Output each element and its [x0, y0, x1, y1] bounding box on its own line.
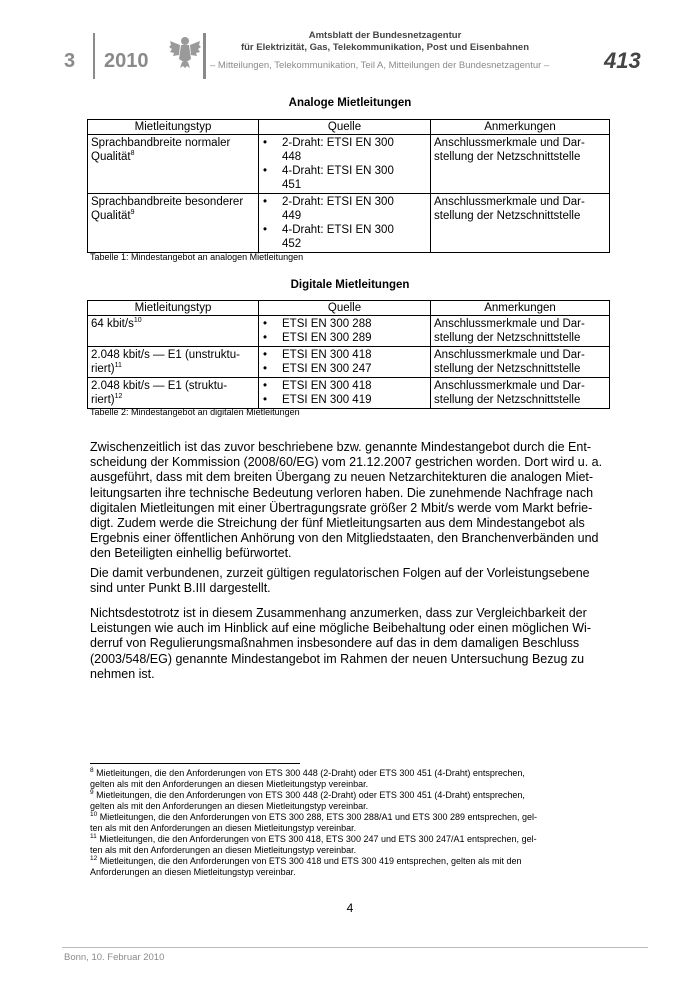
- cell-notes: Anschlussmerkmale und Dar- stellung der Netzschnittstelle: [431, 194, 610, 253]
- table-digital-leased-lines: [87, 300, 610, 409]
- footnote-ref: 9: [130, 209, 135, 217]
- footer-divider: [62, 947, 648, 948]
- cell-source: [259, 135, 431, 194]
- column-header: Quelle: [259, 120, 431, 135]
- cell-notes: Anschlussmerkmale und Dar- stellung der Netzschnittstelle: [431, 135, 610, 194]
- list-item: • ETSI EN 300 418: [262, 379, 427, 393]
- cell-type: [88, 378, 259, 409]
- footnotes: $^8$ Mietleitungen, die den Anforderungen von ETS 300 448 (2-Draht) oder ETS 300 451 (4-Draht) entsprechen, gelten als mit den Anforderungen an diesen Mietleitungstyp vereinbar. $^9$ Mietleitungen, die den Anforderungen von ETS 300 448 (2-Draht) oder ETS 300 451 (4-Draht) entsprechen, gelten als mit den Anforderungen an diesen Mietleitungstyp vereinbar. $^{10}$ Mietleitungen, die den Anforderungen von ETS 300 288, ETS 300 288/A1 und ETS 300 289 entsprechen, gel- ten als mit den Anforderungen an diesen Mietleitungstyp vereinbar. $^{11}$ Mietleitungen, die den Anforderungen von ETS 300 418, ETS 300 247 und ETS 300 247/A1 entsprechen, gel- ten als mit den Anforderungen an diesen Mietleitungstyp vereinbar. $^{12}$ Mietleitungen, die den Anforderungen von ETS 300 418 und ETS 300 419 entsprechen, gelten als mit den Anforderungen an diesen Mietleitungstyp vereinbar.: [90, 767, 538, 877]
- list-item: • ETSI EN 300 419: [262, 393, 427, 407]
- table-row: [88, 347, 610, 378]
- header-divider: [93, 33, 95, 79]
- cell-source: [259, 347, 431, 378]
- issue-year: 2010: [104, 50, 149, 72]
- list-item: • 4-Draht: ETSI EN 300 452: [262, 223, 427, 251]
- issue-number: 3: [64, 50, 76, 72]
- table-analog-leased-lines: [87, 119, 610, 253]
- list-item: • ETSI EN 300 247: [262, 362, 427, 376]
- cell-text: Sprachbandbreite besonderer: [91, 196, 244, 208]
- paragraph: Nichtsdestotrotz ist in diesem Zusammenhang anzumerken, dass zur Vergleichbarkeit der Leistungen wie auch im Hinblick auf eine mögliche Beibehaltung oder einen möglichen Wi- derruf von Regulierungsmaßnahmen insbesondere auf das in dem damaligen Beschluss (2003/548/EG) genannte Mindestangebot im Rahmen der neuen Untersuchung Bezug zu nehmen ist.: [90, 606, 591, 681]
- cell-text: 2.048 kbit/s — E1 (struktu-: [91, 380, 228, 392]
- table2-caption: Tabelle 2: Mindestangebot an digitalen Mietleitungen: [90, 407, 300, 417]
- cell-text: riert): [91, 363, 115, 375]
- column-header: Mietleitungstyp: [88, 120, 259, 135]
- cell-text: Qualität: [91, 151, 131, 163]
- paragraph: Zwischenzeitlich ist das zuvor beschriebene bzw. genannte Mindestangebot durch die Ent- scheidung der Kommission (2008/60/EG) vom 21.12.2007 gestrichen worden. Dort wird u. a. ausgeführt, dass mit dem breiten Übergang zu neuen Netzarchitekturen die analogen Miet- leitungsarten ihre technische Bedeutung verloren haben. Die zunehmende Nachfrage nach digitalen Mietleitungen mit einer Übertragungsrate größer 2 Mbit/s werde vom Markt befrie- digt. Zudem werde die Streichung der fünf Mietleitungsarten aus dem Mindestangebot als Ergebnis einer öffentlichen Anhörung von den Mitgliedstaaten, den Branchenverbänden und den Beteiligten einhellig befürwortet.: [90, 440, 603, 561]
- footnote-ref: 11: [114, 362, 122, 370]
- table1-caption: Tabelle 1: Mindestangebot an analogen Mietleitungen: [90, 252, 304, 262]
- cell-type: [88, 194, 259, 253]
- journal-page-number: 413: [604, 48, 641, 73]
- footnote: $^9$ Mietleitungen, die den Anforderungen von ETS 300 448 (2-Draht) oder ETS 300 451 (4-Draht) entsprechen,: [90, 789, 525, 800]
- column-header: Anmerkungen: [431, 120, 610, 135]
- column-header: Quelle: [259, 301, 431, 316]
- section-subtitle: – Mitteilungen, Telekommunikation, Teil A, Mitteilungen der Bundesnetzagentur –: [210, 60, 550, 71]
- table2-title: Digitale Mietleitungen: [290, 279, 410, 291]
- paragraph: Die damit verbundenen, zurzeit gültigen regulatorischen Folgen auf der Vorleistungsebene sind unter Punkt B.III dargestellt.: [90, 566, 590, 596]
- cell-source: [259, 316, 431, 347]
- cell-notes: Anschlussmerkmale und Dar- stellung der Netzschnittstelle: [431, 347, 610, 378]
- table-row: [88, 378, 610, 409]
- table-header-row: [88, 301, 610, 316]
- list-item: • 2-Draht: ETSI EN 300 449: [262, 195, 427, 223]
- table-row: [88, 194, 610, 253]
- journal-title: Amtsblatt der Bundesnetzagentur: [308, 30, 462, 41]
- cell-source: [259, 378, 431, 409]
- cell-notes: Anschlussmerkmale und Dar- stellung der Netzschnittstelle: [431, 378, 610, 409]
- footnote-ref: 10: [133, 317, 142, 325]
- cell-type: [88, 316, 259, 347]
- footnote: $^{12}$ Mietleitungen, die den Anforderungen von ETS 300 418 und ETS 300 419 entsprechen, gelten als mit den: [90, 855, 522, 866]
- cell-source: [259, 194, 431, 253]
- table1-title: Analoge Mietleitungen: [288, 97, 412, 109]
- cell-type: [88, 347, 259, 378]
- list-item: • ETSI EN 300 418: [262, 348, 427, 362]
- column-header: Mietleitungstyp: [88, 301, 259, 316]
- list-item: • ETSI EN 300 288: [262, 317, 427, 331]
- table-row: [88, 316, 610, 347]
- cell-text: 64 kbit/s: [91, 318, 134, 330]
- cell-text: Sprachbandbreite normaler: [91, 137, 231, 149]
- header-divider-right: [203, 33, 206, 79]
- list-item: • 4-Draht: ETSI EN 300 451: [262, 164, 427, 192]
- cell-text: Qualität: [91, 210, 131, 222]
- column-header: Anmerkungen: [431, 301, 610, 316]
- footnote-ref: 12: [114, 393, 123, 401]
- cell-text: riert): [91, 394, 115, 406]
- federal-eagle-icon: [168, 33, 202, 69]
- page-number: 4: [346, 901, 354, 915]
- footer-text: Bonn, 10. Februar 2010: [64, 952, 165, 963]
- list-item: • ETSI EN 300 289: [262, 331, 427, 345]
- table-row: [88, 135, 610, 194]
- footnote: $^{11}$ Mietleitungen, die den Anforderungen von ETS 300 418, ETS 300 247 und ETS 300 247/A1 entsprechen, gel-: [90, 833, 537, 844]
- footnote-ref: 8: [130, 150, 135, 158]
- cell-text: 2.048 kbit/s — E1 (unstruktu-: [91, 349, 240, 361]
- journal-subtitle: für Elektrizität, Gas, Telekommunikation, Post und Eisenbahnen: [240, 42, 530, 53]
- cell-notes: Anschlussmerkmale und Dar- stellung der Netzschnittstelle: [431, 316, 610, 347]
- footnote: $^8$ Mietleitungen, die den Anforderungen von ETS 300 448 (2-Draht) oder ETS 300 451 (4-Draht) entsprechen,: [90, 767, 525, 778]
- list-item: • 2-Draht: ETSI EN 300 448: [262, 136, 427, 164]
- footnote-divider: [90, 763, 300, 764]
- cell-type: [88, 135, 259, 194]
- table-header-row: [88, 120, 610, 135]
- footnote: $^{10}$ Mietleitungen, die den Anforderungen von ETS 300 288, ETS 300 288/A1 und ETS 300 289 entsprechen, gel-: [90, 811, 538, 822]
